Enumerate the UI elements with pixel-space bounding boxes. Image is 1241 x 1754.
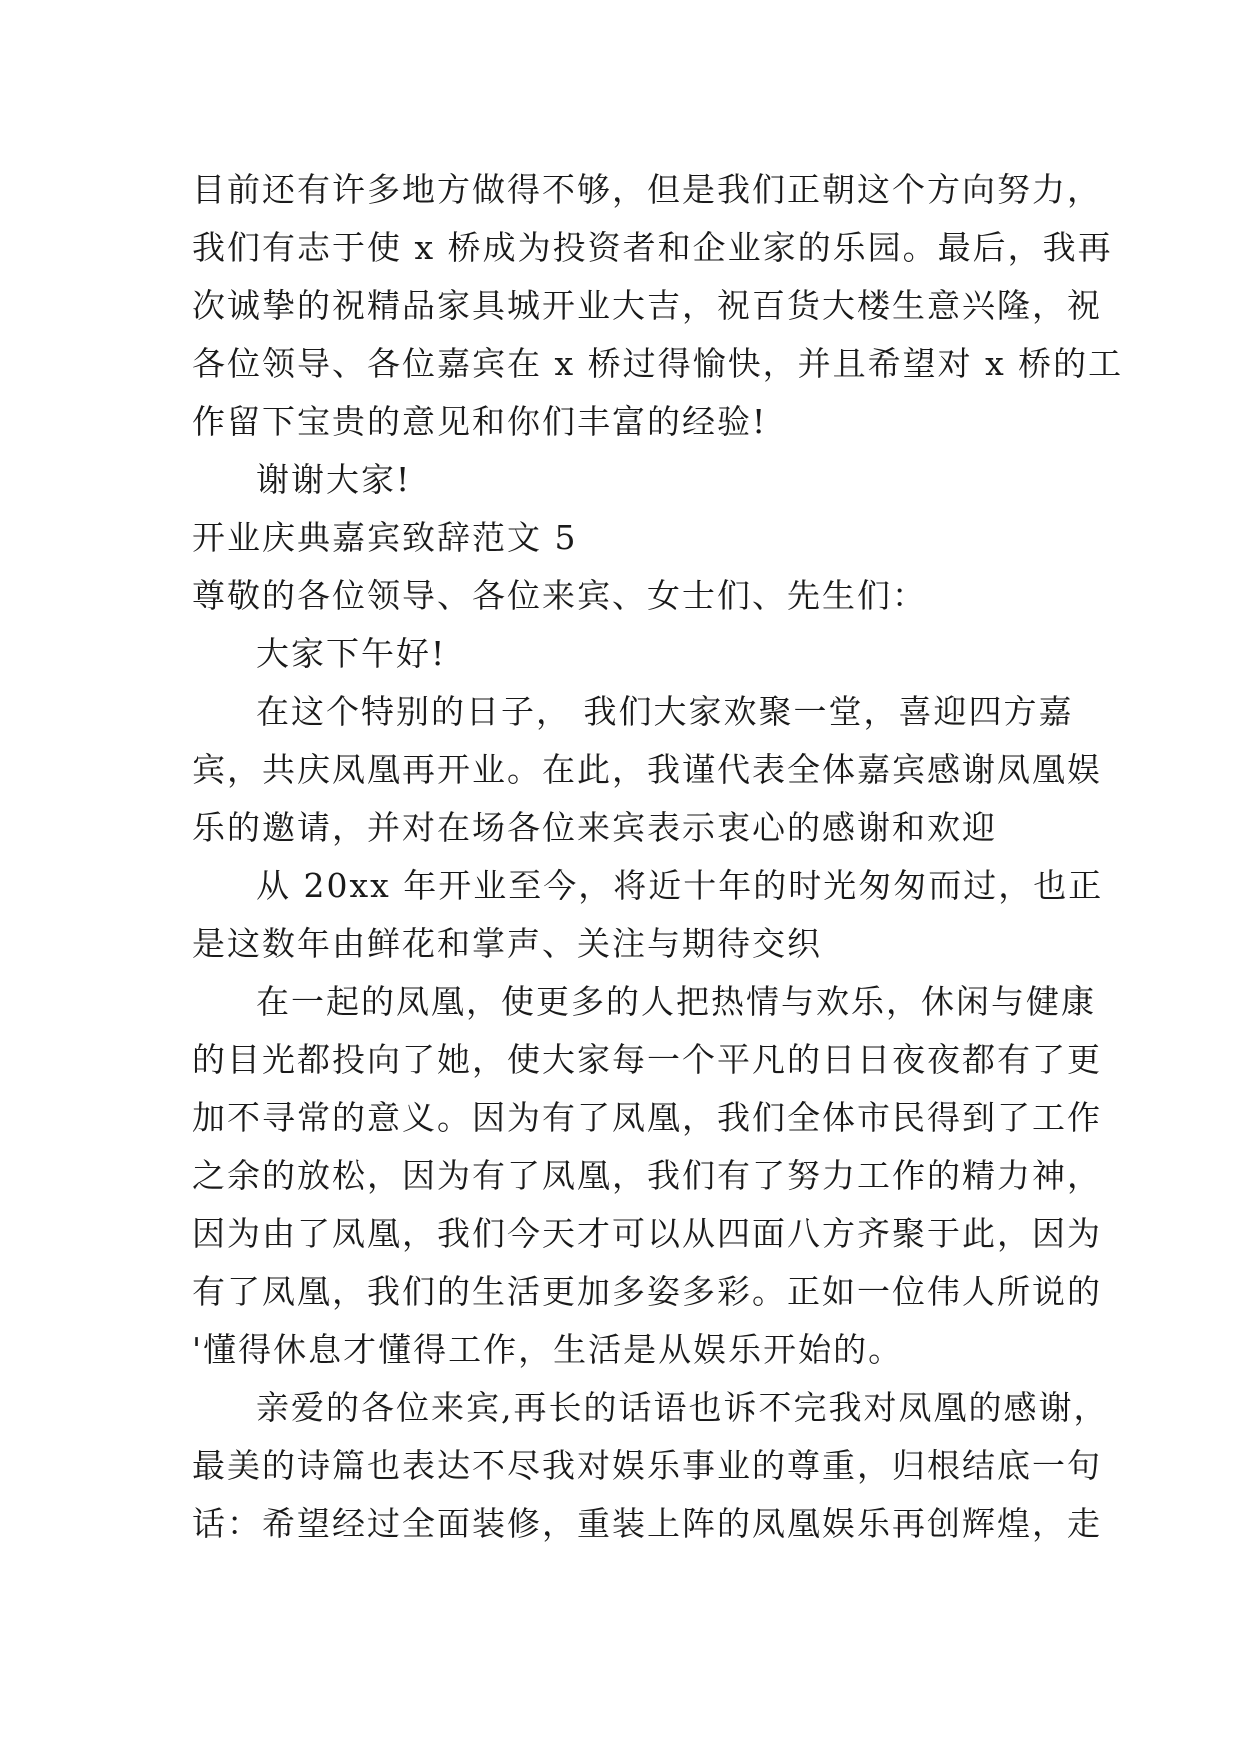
text-line: 我们有志于使 x 桥成为投资者和企业家的乐园。最后，我再 [192, 228, 1113, 267]
text-line: 的目光都投向了她，使大家每一个平凡的日日夜夜都有了更 [192, 1040, 1102, 1079]
text-line: 是这数年由鲜花和掌声、关注与期待交织 [192, 924, 822, 963]
text-line: 有了凤凰，我们的生活更加多姿多彩。正如一位伟人所说的 [192, 1272, 1102, 1311]
text-line: 在一起的凤凰，使更多的人把热情与欢乐，休闲与健康 [256, 982, 1096, 1021]
text-line: 因为由了凤凰，我们今天才可以从四面八方齐聚于此，因为 [192, 1214, 1102, 1253]
text-line: 加不寻常的意义。因为有了凤凰，我们全体市民得到了工作 [192, 1098, 1102, 1137]
text-line: '懂得休息才懂得工作，生活是从娱乐开始的。 [192, 1330, 904, 1369]
text-line: 次诚挚的祝精品家具城开业大吉，祝百货大楼生意兴隆，祝 [192, 286, 1102, 325]
section-heading: 开业庆典嘉宾致辞范文 5 [192, 518, 578, 557]
text-line: 从 20xx 年开业至今，将近十年的时光匆匆而过，也正 [256, 866, 1104, 905]
text-line: 目前还有许多地方做得不够，但是我们正朝这个方向努力， [192, 170, 1102, 209]
text-line: 话：希望经过全面装修，重装上阵的凤凰娱乐再创辉煌，走 [192, 1504, 1102, 1543]
salutation: 尊敬的各位领导、各位来宾、女士们、先生们： [192, 576, 927, 615]
text-line: 亲爱的各位来宾,再长的话语也诉不完我对凤凰的感谢， [256, 1388, 1109, 1427]
text-line: 作留下宝贵的意见和你们丰富的经验! [192, 402, 768, 441]
text-line: 乐的邀请，并对在场各位来宾表示衷心的感谢和欢迎 [192, 808, 997, 847]
text-line: 各位领导、各位嘉宾在 x 桥过得愉快，并且希望对 x 桥的工 [192, 344, 1124, 383]
text-line: 在这个特别的日子， 我们大家欢聚一堂，喜迎四方嘉 [256, 692, 1074, 731]
text-line: 之余的放松，因为有了凤凰，我们有了努力工作的精力神， [192, 1156, 1102, 1195]
text-line: 宾，共庆凤凰再开业。在此，我谨代表全体嘉宾感谢凤凰娱 [192, 750, 1102, 789]
text-line: 大家下午好! [256, 634, 447, 673]
text-line: 谢谢大家! [256, 460, 412, 499]
text-line: 最美的诗篇也表达不尽我对娱乐事业的尊重，归根结底一句 [192, 1446, 1102, 1485]
